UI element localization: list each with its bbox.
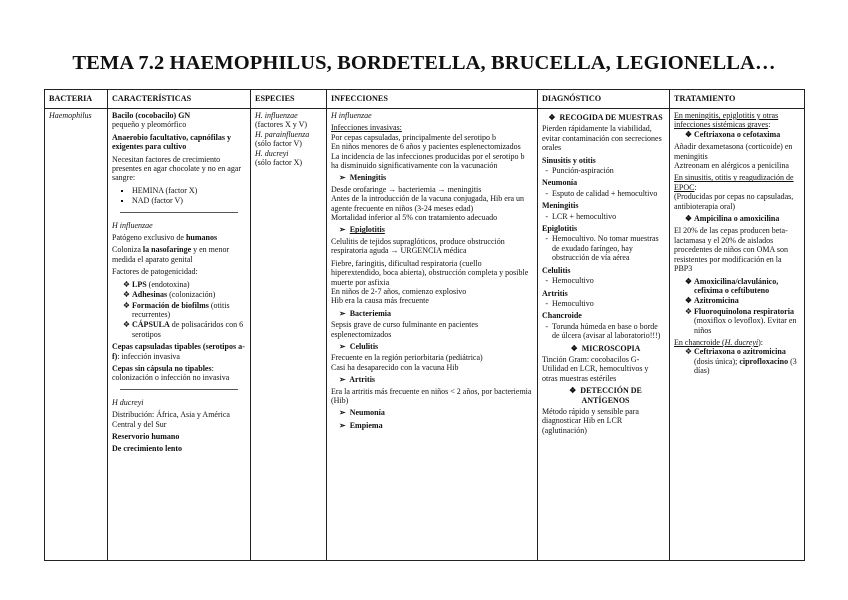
distribucion-text: Distribución: África, Asia y América Central y del Sur	[112, 410, 230, 429]
epiglotitis-heading: ➢ Epiglotitis	[339, 225, 385, 235]
diag-text: Método rápido y sensible para diagnosticar Hib en LCR (aglutinación)	[542, 406, 639, 435]
meningitis-heading: ➢ Meningitis	[339, 173, 387, 183]
list-item: ❖ Fluoroquinolona respiratoria (moxiflox o levoflox). Evitar en niños	[694, 307, 800, 335]
cepas-capsuladas: Cepas capsuladas tipables (serotipos a-f): infección invasiva	[112, 342, 245, 361]
inf-text: Antes de la introducción de la vacuna conjugada, Hib era un agente frecuente en niños (3-24 meses edad)	[331, 194, 525, 213]
crecimiento-text: De crecimiento lento	[112, 444, 183, 454]
sinusitis-heading: Sinusitis y otitis	[542, 155, 596, 165]
inf-text: Hib era la causa más frecuente	[331, 296, 429, 306]
inf-text: Celulitis de tejidos supraglóticos, produce obstrucción respiratoria aguda → URGENCIA médica	[331, 236, 505, 256]
trat-text: En chancroide (H. ducreyi):	[674, 337, 763, 347]
table-row	[45, 109, 805, 561]
inf-text: Por cepas capsuladas, principalmente del serotipo b	[331, 132, 497, 142]
diag-list	[542, 276, 665, 285]
inf-text: En niños menores de 6 años y pacientes esplenectomizados	[331, 142, 521, 152]
infecciones-cell	[327, 109, 538, 561]
list-item: ❖ CÁPSULA de polisacáridos con 6 serotipos	[132, 320, 246, 339]
inf-text: Mortalidad inferior al 5% con tratamiento adecuado	[331, 213, 498, 223]
list-item: ❖ LPS (endotoxina)	[132, 280, 246, 289]
inf-text: Era la artritis más frecuente en niños < 2 años, por bacteriemia (Hib)	[331, 386, 532, 405]
diag-list	[542, 189, 665, 198]
list-item: ❖ Amoxicilina/clavulánico, cefixima o ceftibuteno	[694, 277, 800, 296]
artritis-heading: ➢ Artritis	[339, 375, 376, 385]
neumonia-heading: Neumonía	[542, 178, 578, 188]
deteccion-heading: ❖ DETECCIÓN DE ANTÍGENOS	[569, 386, 642, 405]
especies-cell	[251, 109, 327, 561]
epiglotitis-heading: Epiglotitis	[542, 224, 578, 234]
list-item: - Punción-aspiración	[552, 166, 665, 175]
trat-text: Añadir dexametasona (corticoide) en meningitis	[674, 142, 793, 161]
header-especies: ESPECIES	[251, 90, 327, 109]
especie-item: H. parainfluenza (sólo factor V)	[255, 129, 310, 149]
microscopia-heading: ❖ MICROSCOPIA	[570, 343, 641, 353]
trat-text: En meningitis, epiglotitis y otras infecciones sistémicas graves:	[674, 111, 779, 130]
patog-title: Factores de patogenicidad:	[112, 267, 198, 277]
neumonia-heading: ➢ Neumonía	[339, 408, 385, 418]
page-title: TEMA 7.2 HAEMOPHILUS, BORDETELLA, BRUCELLA, LEGIONELLA…	[72, 52, 776, 74]
diag-list	[542, 166, 665, 175]
anaerobio-text: Anaerobio facultativo, capnófilas y exigentes para cultivo	[112, 132, 231, 152]
celulitis-heading: Celulitis	[542, 265, 571, 275]
divider	[120, 212, 238, 213]
list-item: ❖ Ceftriaxona o cefotaxima	[694, 130, 800, 139]
diag-text: Tinción Gram: cocobacilos G-	[542, 354, 640, 364]
trat-text: El 20% de las cepas producen beta-lactamasa y el 20% de aislados procedentes de niños con OMA son resistentes por modificación en la PBP3	[674, 226, 788, 274]
header-tratamiento: TRATAMIENTO	[670, 90, 805, 109]
diag-text: Pierden rápidamente la viabilidad, evitar contaminación con secreciones orales	[542, 124, 662, 153]
divider	[120, 389, 238, 390]
cepas-no-tipables: Cepas sin cápsula no tipables: colonización o infección no invasiva	[112, 363, 230, 383]
bacteriemia-heading: ➢ Bacteriemia	[339, 308, 392, 318]
diag-list	[542, 299, 665, 308]
recogida-heading: ❖ RECOGIDA DE MUESTRAS	[548, 113, 663, 122]
bacteria-name: Haemophilus	[49, 111, 92, 120]
diag-list	[542, 234, 665, 262]
header-caracteristicas: CARACTERÍSTICAS	[108, 90, 251, 109]
necesitan-text: Necesitan factores de crecimiento presentes en agar chocolate y no en agar sangre:	[112, 154, 242, 183]
inf-text: Sepsis grave de curso fulminante en pacientes esplenectomizados	[331, 320, 479, 339]
trat-text: (Producidas por cepas no capsuladas, antibioterapia oral)	[674, 192, 794, 211]
list-item: - Hemocultivo	[552, 299, 665, 308]
header-diagnostico: DIAGNÓSTICO	[538, 90, 670, 109]
inf-text: Casi ha desaparecido con la vacuna Hib	[331, 362, 459, 372]
list-item: - Hemocultivo. No tomar muestras de exudado faríngeo, hay obstrucción de vía aérea	[552, 234, 665, 262]
list-item: - Torunda húmeda en base o borde de úlcera (avisar al laboratorio!!!)	[552, 322, 665, 341]
caracteristicas-cell	[108, 109, 251, 561]
diagnostico-cell	[538, 109, 670, 561]
trat-list	[674, 130, 800, 139]
factores-list	[112, 186, 246, 206]
bacilo-text: Bacilo (cocobacilo) GN pequeño y pleomórfico	[112, 111, 191, 130]
inf-text: En niños de 2-7 años, comienzo explosivo	[331, 286, 467, 296]
trat-list	[674, 347, 800, 375]
list-item: ❖ Ceftriaxona o azitromicina (dosis única); ciprofloxacino (3 días)	[694, 347, 800, 375]
trat-list	[674, 277, 800, 335]
list-item: - LCR + hemocultivo	[552, 212, 665, 221]
list-item: ❖ Formación de biofilms (otitis recurrentes)	[132, 301, 246, 320]
list-item: ▪ NAD (factor V)	[132, 196, 246, 205]
celulitis-heading: ➢ Celulitis	[339, 341, 379, 351]
trat-text: Aztreonam en alérgicos a penicilina	[674, 161, 789, 171]
header-row	[45, 90, 805, 109]
tratamiento-cell	[670, 109, 805, 561]
hinf-title: H influenzae	[112, 220, 153, 230]
meningitis-heading: Meningitis	[542, 201, 579, 211]
inf-text: Desde orofaringe → bacteriemia → meningitis	[331, 184, 482, 194]
chancroide-heading: Chancroide	[542, 311, 582, 321]
list-item: ▪ HEMINA (factor X)	[132, 186, 246, 195]
inf-text: Frecuente en la región periorbitaria (pediátrica)	[331, 353, 483, 363]
diag-text: Utilidad en LCR, hemocultivos y otras muestras estériles	[542, 364, 649, 383]
coloniza-text: Coloniza la nasofaringe y en menor medida el aparato genital	[112, 245, 230, 264]
patogeno-text: Patógeno exclusivo de humanos	[112, 233, 218, 243]
artritis-heading: Artritis	[542, 288, 568, 298]
list-item: ❖ Adhesinas (colonización)	[132, 290, 246, 299]
especie-item: H. ducreyi (sólo factor X)	[255, 148, 303, 168]
list-item: ❖ Ampicilina o amoxicilina	[694, 214, 800, 223]
invasivas-heading: Infecciones invasivas:	[331, 123, 402, 133]
header-infecciones: INFECCIONES	[327, 90, 538, 109]
list-item: - Hemocultivo	[552, 276, 665, 285]
list-item: ❖ Azitromicina	[694, 296, 800, 305]
especie-item: H. influenzae (factores X y V)	[255, 111, 308, 130]
diag-list	[542, 322, 665, 341]
empiema-heading: ➢ Empiema	[339, 420, 383, 430]
list-item: - Esputo de calidad + hemocultivo	[552, 189, 665, 198]
header-bacteria: BACTERIA	[45, 90, 108, 109]
hduc-title: H ducreyi	[112, 397, 144, 407]
inf-title: H influenzae	[331, 111, 372, 120]
inf-text: La incidencia de las infecciones producidas por el serotipo b ha disminuido significativamente con la vacunación	[331, 151, 525, 171]
inf-text: Fiebre, faringitis, dificultad respiratoria (cuello hiperextendido, boca abierta), obstrucción completa y posible muerte por asfixia	[331, 258, 529, 287]
patog-list	[112, 280, 246, 339]
trat-list	[674, 214, 800, 223]
trat-text: En sinusitis, otitis y reagudización de EPOC:	[674, 173, 794, 192]
bacteria-cell	[45, 109, 108, 561]
reservorio-text: Reservorio humano	[112, 431, 180, 441]
diag-list	[542, 212, 665, 221]
summary-table	[44, 89, 805, 561]
